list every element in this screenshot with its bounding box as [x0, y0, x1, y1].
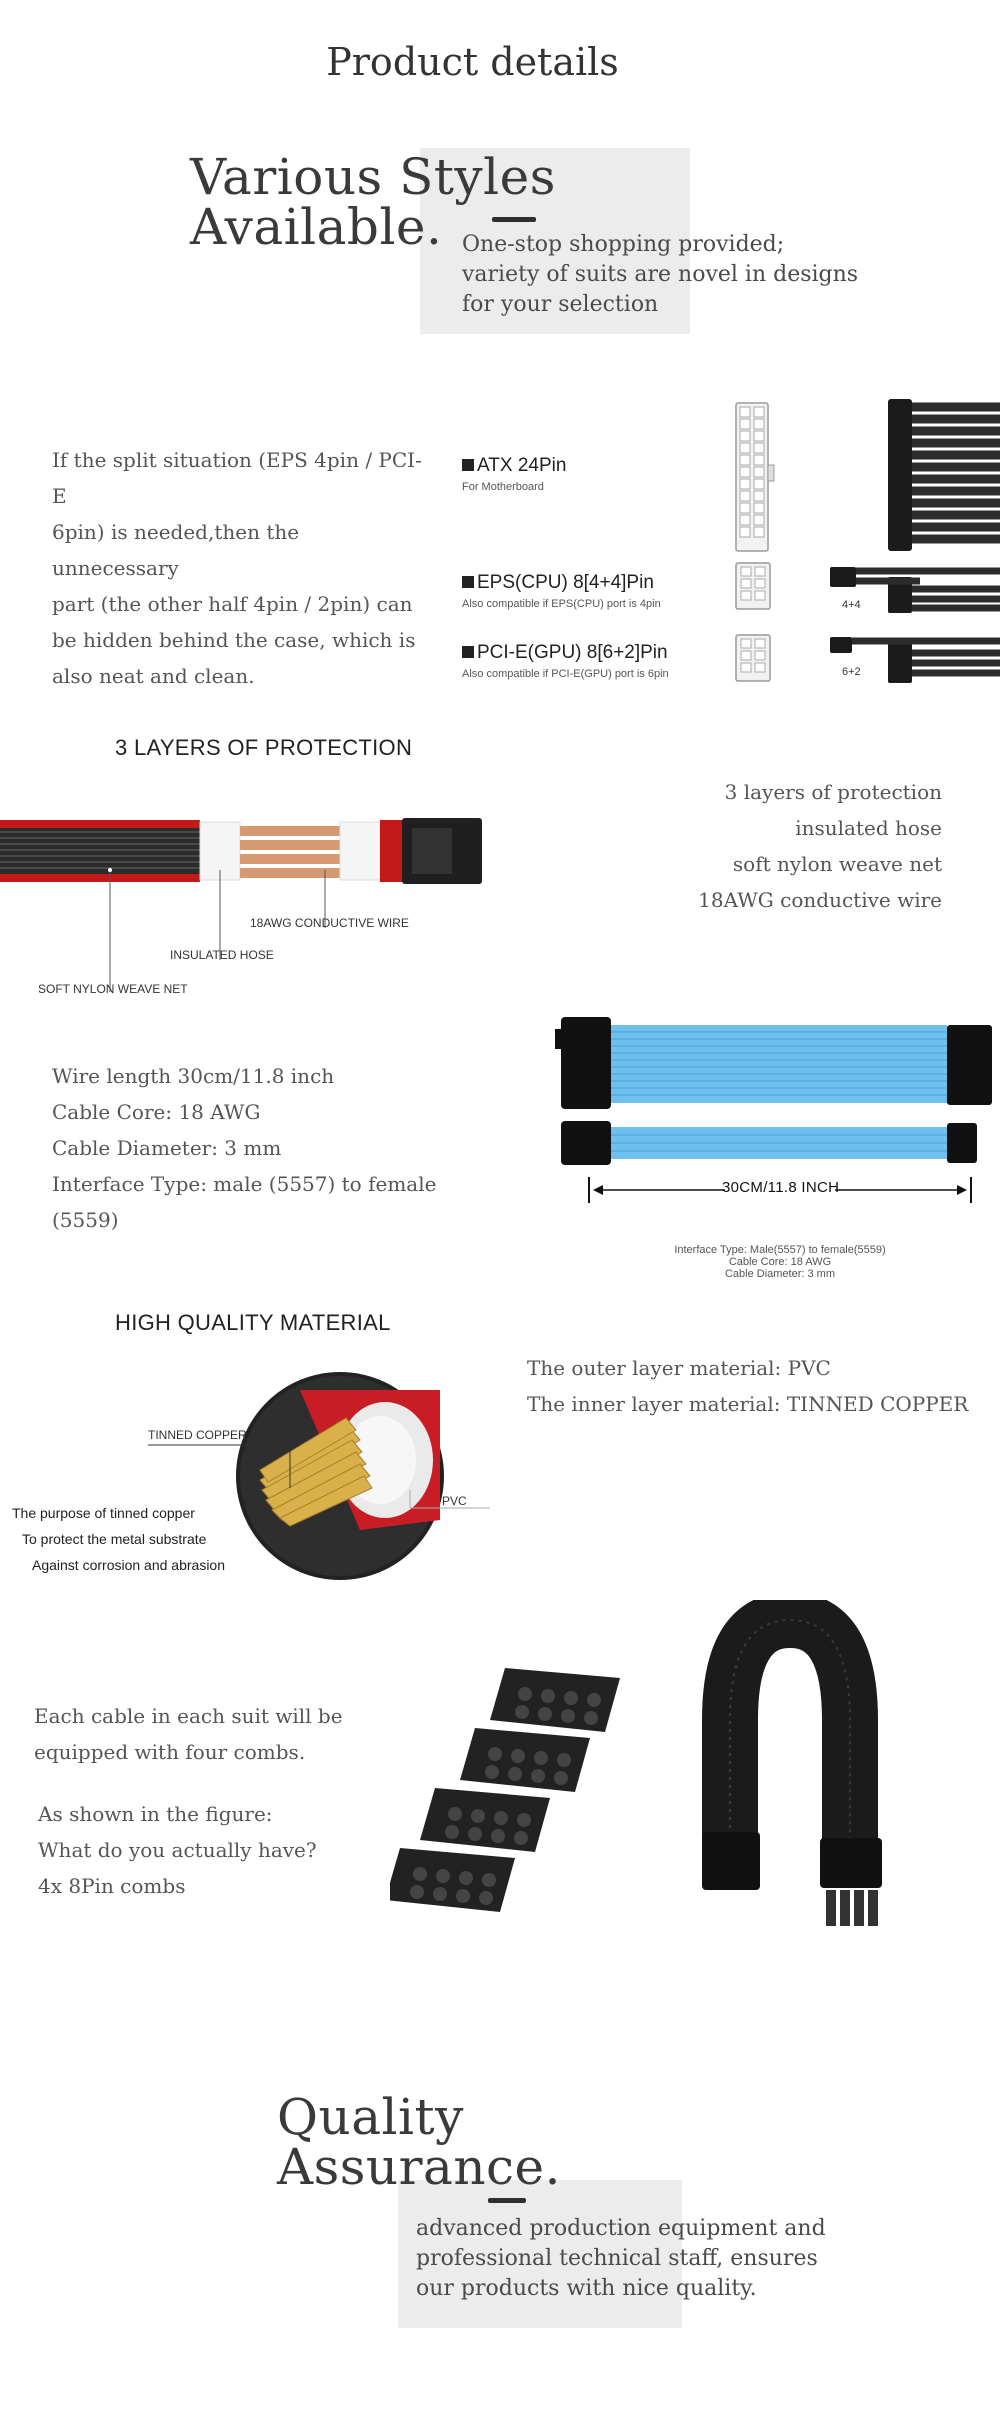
material-heading: HIGH QUALITY MATERIAL: [115, 1310, 391, 1335]
connector-atx-label: ATX 24Pin For Motherboard: [462, 455, 567, 493]
styles-description: One-stop shopping provided; variety of suits are novel in designs for your selection: [462, 232, 859, 317]
spec-list: Wire length 30cm/11.8 inch Cable Core: 18 AWG Cable Diameter: 3 mm Interface Type: male (5557) to female (5559): [52, 1064, 437, 1232]
pcie-split-label: 6+2: [842, 666, 861, 678]
styles-title-1: Various Styles: [190, 148, 556, 206]
connector-illustrations: [720, 395, 1000, 695]
page-title: Product details: [326, 40, 619, 84]
dimension-label: 30CM/11.8 INCH: [722, 1179, 840, 1196]
black-cable-illustration: [690, 1600, 890, 1940]
callout-nylon-net: SOFT NYLON WEAVE NET: [38, 982, 188, 996]
split-description: If the split situation (EPS 4pin / PCI-E 6pin) is needed,then the unnecessary part (the other half 4pin / 2pin) can be hidden behind the case, which is also neat and clean.: [52, 448, 422, 688]
spec-caption: Interface Type: Male(5557) to female(5559) Cable Core: 18 AWG Cable Diameter: 3 mm: [674, 1244, 886, 1280]
label-tinned-copper: TINNED COPPER: [148, 1428, 247, 1442]
callout-insulated-hose: INSULATED HOSE: [170, 948, 274, 962]
eps-split-label: 4+4: [842, 599, 861, 611]
quality-title-2: Assurance.: [277, 2138, 562, 2196]
comb-contents: As shown in the figure: What do you actually have? 4x 8Pin combs: [38, 1802, 317, 1898]
protection-heading: 3 LAYERS OF PROTECTION: [115, 735, 413, 760]
combs-illustration: [390, 1660, 630, 1940]
styles-title-2: Available.: [190, 198, 443, 256]
material-description: The outer layer material: PVC The inner layer material: TINNED COPPER: [527, 1356, 969, 1416]
callout-conductive-wire: 18AWG CONDUCTIVE WIRE: [250, 916, 409, 930]
connector-pcie-label: PCI-E(GPU) 8[6+2]Pin Also compatible if PCI-E(GPU) port is 6pin: [462, 642, 669, 680]
label-pvc: PVC: [442, 1494, 467, 1508]
quality-description: advanced production equipment and professional technical staff, ensures our products with nice quality.: [416, 2216, 826, 2301]
tinned-copper-purpose: The purpose of tinned copper To protect the metal substrate Against corrosion and abrasion: [12, 1505, 226, 1573]
quality-title-dash: [488, 2198, 526, 2203]
comb-description: Each cable in each suit will be equipped with four combs.: [34, 1704, 343, 1764]
cable-layers-illustration: [0, 810, 490, 1010]
connector-eps-label: EPS(CPU) 8[4+4]Pin Also compatible if EPS(CPU) port is 4pin: [462, 572, 661, 610]
quality-title-1: Quality: [277, 2088, 464, 2146]
styles-title-dash: [492, 217, 536, 222]
protection-list: 3 layers of protection insulated hose soft nylon weave net 18AWG conductive wire: [698, 780, 942, 912]
blue-cable-illustration: [555, 1015, 1000, 1235]
